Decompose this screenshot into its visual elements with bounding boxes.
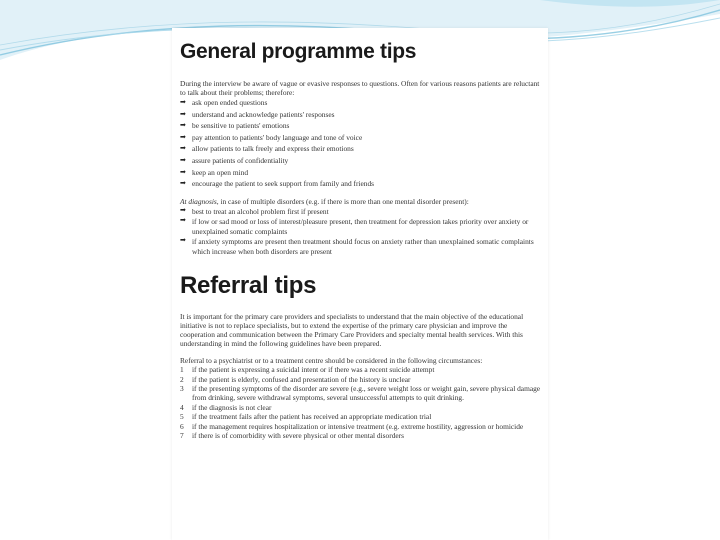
arrow-bullet-icon: ➡ xyxy=(180,216,186,225)
diagnosis-list xyxy=(180,206,542,257)
general-tips-heading: General programme tips xyxy=(180,40,417,63)
item-number: 3 xyxy=(180,384,184,394)
list-item: ➡ pay attention to patients' body language and tone of voice xyxy=(180,132,363,142)
list-item: 5 if the treatment fails after the patient has received an appropriate medication trial xyxy=(180,412,432,422)
item-number: 2 xyxy=(180,374,184,384)
arrow-bullet-icon: ➡ xyxy=(180,167,186,176)
list-item: ➡ assure patients of confidentiality xyxy=(180,155,289,165)
document-content xyxy=(180,40,542,441)
arrow-bullet-icon: ➡ xyxy=(180,144,186,153)
list-item: ➡ be sensitive to patients' emotions xyxy=(180,121,290,131)
list-item: 6 if the management requires hospitalization or intensive treatment (e.g. extreme hostility, aggression or homicide xyxy=(180,421,524,431)
list-item: ➡ encourage the patient to seek support from family and friends xyxy=(180,179,375,189)
item-number: 7 xyxy=(180,431,184,441)
list-item: 1 if the patient is expressing a suicidal intent or if there was a recent suicide attempt xyxy=(180,365,435,375)
list-item: 7 if there is of comorbidity with severe physical or other mental disorders xyxy=(180,431,405,441)
referral-paragraph: It is important for the primary care providers and specialists to understand that the main objective of the educational initiative is not to replace specialists, but to extend the expertise of the primary care physician and improve the cooperation and communication between the Primary Care Providers and specialty mental health services. With this understanding in mind the following guidelines have been prepared. xyxy=(180,312,524,349)
referral-criteria-list xyxy=(180,365,542,440)
document-page xyxy=(172,28,548,540)
diagnosis-intro: At diagnosis, in case of multiple disorders (e.g. if there is more than one mental disorder present): xyxy=(180,196,469,206)
referral-tips-heading: Referral tips xyxy=(180,272,317,300)
list-item: ➡ keep an open mind xyxy=(180,167,249,177)
interview-intro: During the interview be aware of vague or evasive responses to questions. Often for various reasons patients are reluctant to talk about their problems; therefore: xyxy=(180,79,540,97)
arrow-bullet-icon: ➡ xyxy=(180,205,186,214)
list-item: ➡ allow patients to talk freely and express their emotions xyxy=(180,144,354,154)
referral-section xyxy=(180,272,542,300)
arrow-bullet-icon: ➡ xyxy=(180,109,186,118)
arrow-bullet-icon: ➡ xyxy=(180,121,186,130)
list-item: 4 if the diagnosis is not clear xyxy=(180,402,272,412)
arrow-bullet-icon: ➡ xyxy=(180,155,186,164)
list-item: ➡ understand and acknowledge patients' responses xyxy=(180,109,335,119)
interview-list xyxy=(180,97,542,190)
list-item: ➡ if low or sad mood or loss of interest/pleasure present, then treatment for depression takes priority over anxiety or unexplained somatic complaints xyxy=(180,216,529,236)
arrow-bullet-icon: ➡ xyxy=(180,236,186,245)
item-number: 5 xyxy=(180,412,184,422)
item-number: 4 xyxy=(180,402,184,412)
list-item: ➡ if anxiety symptoms are present then treatment should focus on anxiety rather than unexplained somatic complaints which increase when both disorders are present xyxy=(180,236,534,256)
external-referral-intro: Referral to a psychiatrist or to a treatment centre should be considered in the following circumstances: xyxy=(180,356,483,366)
list-item: ➡ ask open ended questions xyxy=(180,98,268,107)
item-number: 6 xyxy=(180,421,184,431)
list-item: 2 if the patient is elderly, confused and presentation of the history is unclear xyxy=(180,374,411,384)
item-number: 1 xyxy=(180,365,184,375)
list-item: 3 if the presenting symptoms of the disorder are severe (e.g., severe weight loss or weight gain, severe physical damage from drinking, severe withdrawal symptoms, several unsuccessful attempts to quit drinking. xyxy=(180,384,541,403)
arrow-bullet-icon: ➡ xyxy=(180,98,186,106)
diagnosis-label: At diagnosis, xyxy=(180,196,219,206)
arrow-bullet-icon: ➡ xyxy=(180,132,186,141)
arrow-bullet-icon: ➡ xyxy=(180,179,186,188)
list-item: ➡ best to treat an alcohol problem first if present xyxy=(180,205,329,216)
